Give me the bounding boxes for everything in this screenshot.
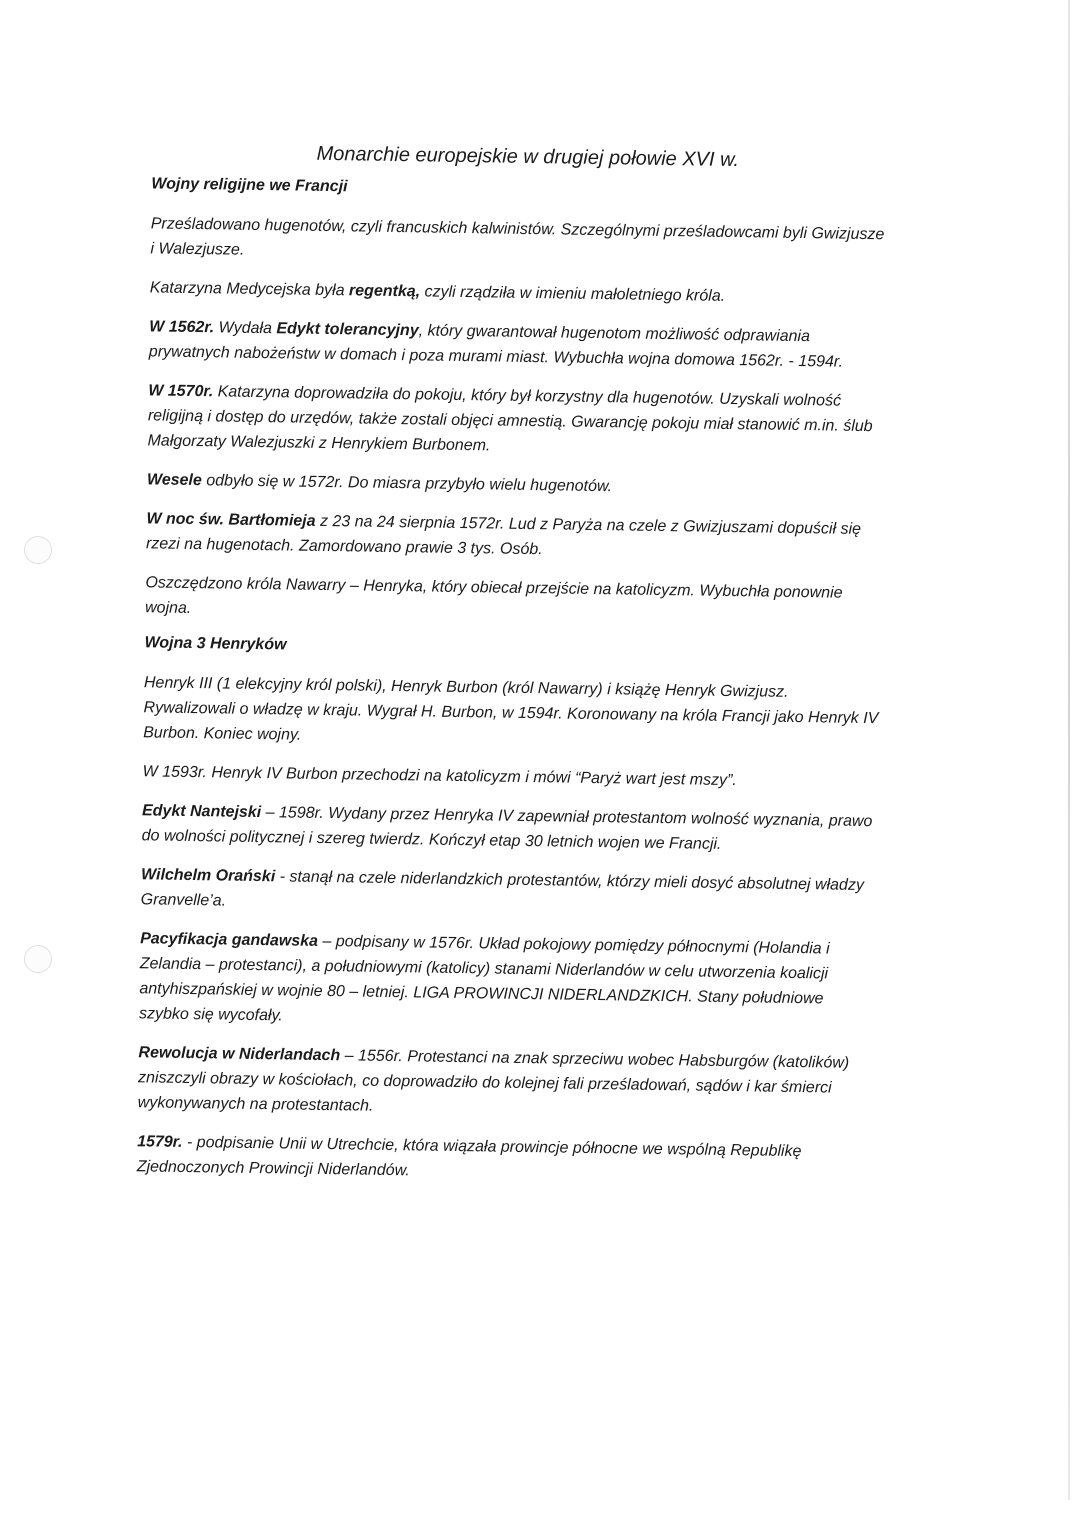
text-run: W 1593r. Henryk IV Burbon przechodzi na katolicyzm i mówi “Paryż wart jest mszy”.	[142, 763, 737, 790]
paragraph	[149, 314, 886, 375]
text-run: czyli rządziła w imieniu małoletniego króla.	[419, 283, 726, 305]
page-title: Monarchie europejskie w drugiej połowie XVI w.	[316, 142, 740, 172]
text-run: z 23 na 24 sierpnia 1572r. Lud z Paryża na czele z Gwizjuszami dopuścił się rzezi na hugenotach. Zamordowano prawie 3 tys. Osób.	[145, 512, 862, 559]
punch-hole	[24, 536, 52, 564]
bold-term: Rewolucja w Niderlandach	[138, 1044, 341, 1065]
bold-term: Wesele	[146, 471, 202, 490]
text-run: - podpisanie Unii w Utrechcie, która wiązała prowincje północne we wspólną Republikę Zjednoczonych Prowincji Niderlandów.	[136, 1133, 802, 1180]
text-run: , który gwarantował hugenotom możliwość odprawiania prywatnych nabożeństw w domach i poza murami miast. Wybuchła wojna domowa 1562r. - 1594r.	[148, 322, 844, 371]
text-run: Prześladowano hugenotów, czyli francuskich kalwinistów. Szczególnymi prześladowcami byli Gwizjusze i Walezjusze.	[150, 215, 885, 259]
bold-term: 1579r.	[137, 1133, 183, 1151]
bold-term: W noc św. Bartłomieja	[146, 510, 316, 530]
text-run: Oszczędzono króla Nawarry – Henryka, który obiecał przejście na katolicyzm. Wybuchła ponownie wojna.	[144, 574, 843, 617]
paragraph	[146, 506, 883, 567]
text-run: Katarzyna doprowadziła do pokoju, który był korzystny dla hugenotów. Uzyskali wolność religijną i dostęp do urzędów, także zostali objęci amnestią. Gwarancję pokoju miał stanowić m.in. ślub Małgorzaty Walezjuszki z Henrykiem Burbonem.	[147, 383, 873, 455]
paragraph	[147, 378, 884, 464]
paragraph	[145, 570, 882, 631]
section-heading: Wojna 3 Henryków	[144, 634, 287, 654]
paragraph	[150, 275, 886, 311]
bold-term: Edykt Nantejski	[141, 802, 262, 822]
text-run: – 1556r. Protestanci na znak sprzeciwu wobec Habsburgów (katolików) zniszczyli obrazy w kościołach, co doprowadziło do kolejnej fali prześladowań, sądów i kar śmierci wykonywanych na protestantach.	[137, 1047, 850, 1115]
paragraph	[138, 1040, 875, 1126]
paragraph	[137, 1129, 874, 1190]
bold-term: Wilchelm Orański	[140, 866, 276, 886]
paragraph	[141, 798, 878, 859]
bold-term: regentką,	[348, 282, 421, 301]
scan-right-edge	[1068, 0, 1070, 1500]
text-run: - stanął na czele niderlandzkich protestantów, którzy mieli dosyć absolutnej władzy Granvelle’a.	[140, 868, 865, 910]
bold-term: W 1562r.	[149, 318, 215, 337]
paragraph	[139, 926, 876, 1037]
text-run: Katarzyna Medycejska była	[149, 279, 350, 300]
text-run: – podpisany w 1576r. Układ pokojowy pomiędzy północnymi (Holandia i Zelandia – protestanci), a południowymi (katolicy) stanami Niderlandów w celu utworzenia koalicji antyhiszpańskiej w wojnie 80 – letniej. LIGA PROWINCJI NIDERLANDZKICH. Stany południowe szybko się wycofały.	[138, 932, 830, 1025]
sections-container	[113, 175, 888, 1190]
paragraph	[141, 862, 878, 923]
document-body	[112, 140, 888, 1204]
bold-term: W 1570r.	[148, 382, 214, 401]
bold-term: Pacyfikacja gandawska	[140, 930, 319, 950]
text-run: – 1598r. Wydany przez Henryka IV zapewniał protestantom wolność wyznania, prawo do wolności politycznej i szereg twierdz. Kończył etap 30 letnich wojen we Francji.	[141, 804, 873, 853]
punch-hole	[24, 945, 52, 973]
paragraph	[150, 211, 887, 272]
paragraph	[142, 759, 878, 795]
paragraph	[147, 467, 883, 503]
text-run: odbyło się w 1572r. Do miasra przybyło wielu hugenotów.	[201, 472, 613, 496]
section-heading: Wojny religijne we Francji	[151, 175, 348, 196]
scan-corner-smudge	[40, 18, 150, 40]
paragraph	[143, 670, 880, 756]
text-run: Wydała	[214, 319, 277, 338]
bold-term: Edykt tolerancyjny	[276, 320, 419, 340]
text-run: Henryk III (1 elekcyjny król polski), Henryk Burbon (król Nawarry) i książę Henryk Gwizjusz. Rywalizowali o władzę w kraju. Wygrał H. Burbon, w 1594r. Koronowany na króla Francji jako Henryk IV Burbon. Koniec wojny.	[143, 674, 879, 744]
